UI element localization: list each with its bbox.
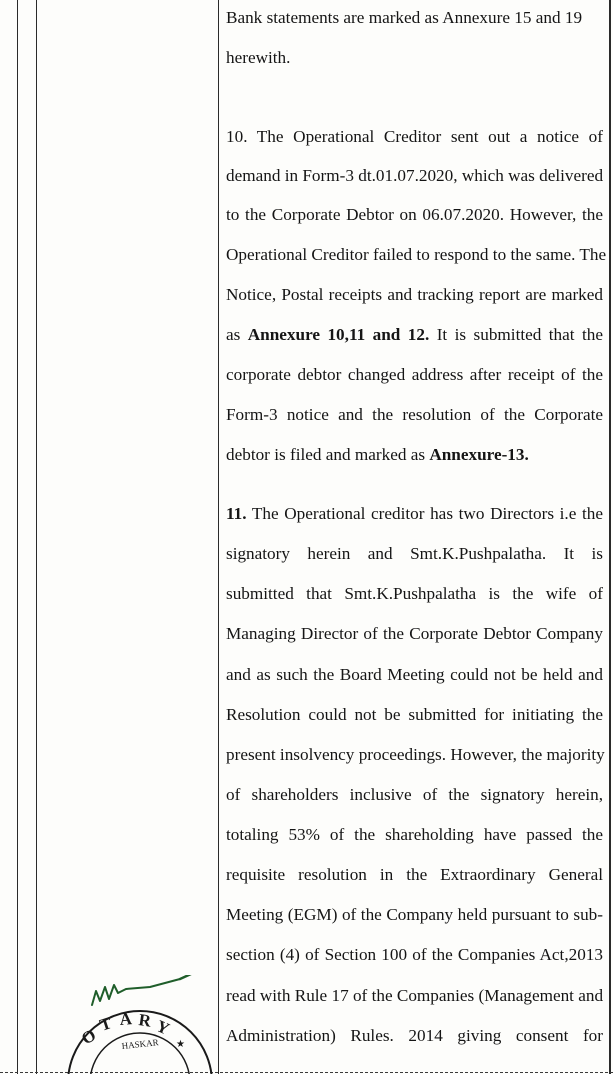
text-line: section (4) of Section 100 of the Companies Act,2013 (226, 945, 603, 964)
signature-stroke (180, 975, 202, 979)
text-line: 10. The Operational Creditor sent out a notice of (226, 127, 603, 146)
text-line: Administration) Rules. 2014 giving consent for (226, 1026, 603, 1045)
text-line: Operational Creditor failed to respond to the same. The (226, 245, 607, 264)
text-line: Managing Director of the Corporate Debtor Company (226, 624, 603, 643)
text-line: as Annexure 10,11 and 12. It is submitted that the (226, 325, 603, 344)
annexure-reference: Annexure 10,11 and 12. (247, 325, 430, 344)
text-line: Bank statements are marked as Annexure 15 and 19 (226, 8, 583, 27)
svg-text:★: ★ (176, 1039, 185, 1050)
notary-seal-stamp (30, 975, 230, 1074)
svg-text:HASKAR: HASKAR (121, 1037, 160, 1051)
text-line: 11. The Operational creditor has two Directors i.e the (226, 504, 603, 523)
text-line: to the Corporate Debtor on 06.07.2020. However, the (226, 205, 603, 224)
text-line: requisite resolution in the Extraordinary General (226, 865, 603, 884)
table-border-serial (36, 0, 37, 1074)
svg-text:R: R (137, 1010, 153, 1031)
annexure-reference: Annexure-13. (429, 445, 529, 464)
text-line: read with Rule 17 of the Companies (Management and (226, 986, 604, 1005)
text-line: and as such the Board Meeting could not be held and (226, 665, 603, 684)
paragraph-number: 11. (226, 504, 247, 523)
svg-text:A: A (118, 1009, 133, 1029)
text-line: demand in Form-3 dt.01.07.2020, which was delivered (226, 166, 604, 185)
svg-text:O: O (78, 1025, 100, 1049)
signature-mark (92, 975, 206, 1005)
text-line: of shareholders inclusive of the signatory herein, (226, 785, 603, 804)
text-line: Meeting (EGM) of the Company held pursuant to sub- (226, 905, 603, 924)
text-line: signatory herein and Smt.K.Pushpalatha. It is (226, 544, 603, 563)
table-border-content (218, 0, 219, 1074)
text-line: corporate debtor changed address after receipt of the (226, 365, 603, 384)
table-border-left (17, 0, 18, 1074)
svg-text:T: T (97, 1013, 115, 1035)
text-line: submitted that Smt.K.Pushpalatha is the wife of (226, 584, 603, 603)
text-line: present insolvency proceedings. However, the majority (226, 745, 605, 764)
text-line: Resolution could not be submitted for initiating the (226, 705, 603, 724)
svg-text:Y: Y (153, 1016, 173, 1039)
table-border-right (609, 0, 611, 1074)
text-line: totaling 53% of the shareholding have passed the (226, 825, 603, 844)
text-line: Notice, Postal receipts and tracking report are marked (226, 285, 603, 304)
text-line: debtor is filed and marked as Annexure-13. (226, 445, 529, 464)
text-line: herewith. (226, 48, 291, 67)
text-line: Form-3 notice and the resolution of the Corporate (226, 405, 603, 424)
